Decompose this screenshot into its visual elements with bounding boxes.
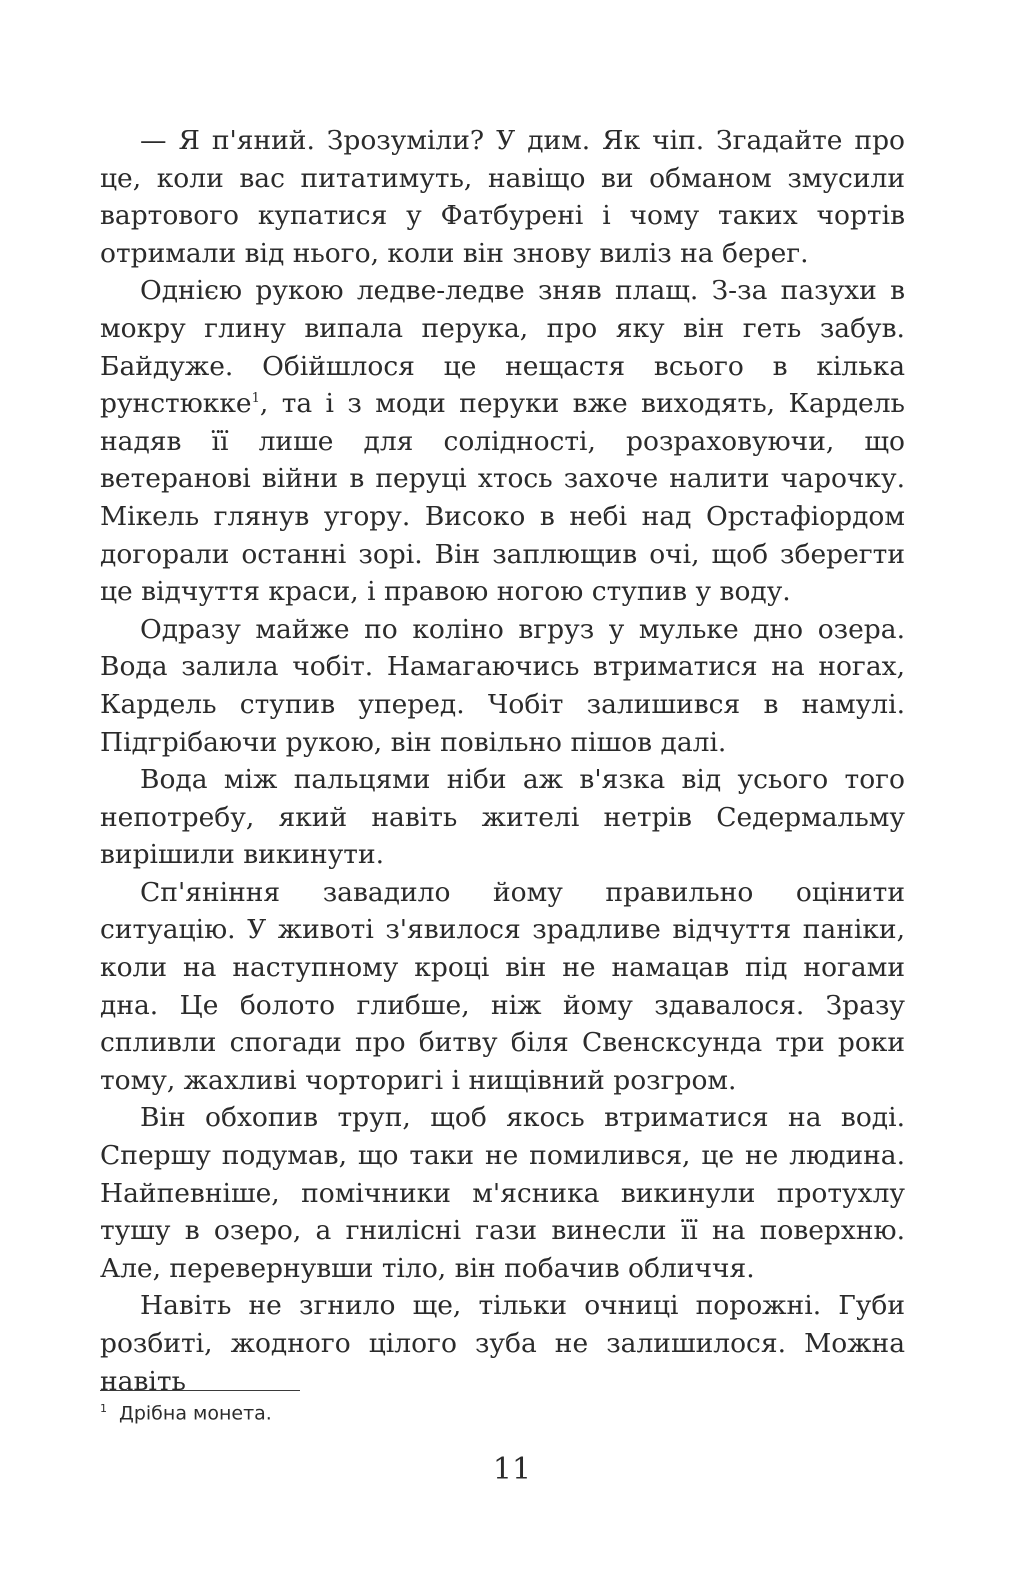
- paragraph: Навіть не згнило ще, тільки очниці порожні. Губи розбиті, жодного цілого зуба не залишилося. Можна навіть: [100, 1290, 905, 1397]
- footnote-mark: 1: [100, 1402, 107, 1415]
- footnote-reference: 1: [251, 391, 260, 407]
- paragraph: [100, 272, 905, 610]
- paragraph-text: , та і з моди перуки вже виходять, Кардель надяв її лише для солідності, розраховуючи, що ветеранові війни в перуці хтось захоче налити чарочку. Мікель глянув угору. Високо в небі над Орстафіордом догорали останні зорі. Він заплющив очі, щоб зберегти це відчуття краси, і правою ногою ступив у воду.: [100, 388, 905, 608]
- paragraph: Одразу майже по коліно вгруз у мульке дно озера. Вода залила чобіт. Намагаючись втриматися на ногах, Кардель ступив уперед. Чобіт залишився в намулі. Підгрібаючи рукою, він повільно пішов далі.: [100, 613, 905, 758]
- paragraph-text: Однією рукою ледве-ледве зняв плащ. З-за пазухи в мокру глину випала перука, про яку він геть забув. Байдуже. Обійшлося це нещастя всього в кілька рунстюкке: [100, 275, 905, 420]
- paragraph: Сп'яніння завадило йому правильно оцінити ситуацію. У животі з'явилося зрадливе відчуття паніки, коли на наступному кроці він не намацав під ногами дна. Це болото глибше, ніж йому здавалося. Зразу спливли спогади про битву біля Свенсксунда три роки тому, жахливі чорторигі і нищівний розгром.: [100, 876, 905, 1096]
- footnote-text: Дрібна монета.: [119, 1402, 272, 1425]
- body-text: [100, 122, 905, 1400]
- page-number: 11: [492, 1452, 532, 1487]
- paragraph: Він обхопив труп, щоб якось втриматися на воді. Спершу подумав, що таки не помилився, це не людина. Найпевніше, помічники м'ясника викинули протухлу тушу в озеро, а гнилісні гази винесли її на поверхню. Але, перевернувши тіло, він побачив обличчя.: [100, 1102, 905, 1284]
- footnote: [100, 1402, 272, 1424]
- paragraph: — Я п'яний. Зрозуміли? У дим. Як чіп. Згадайте про це, коли вас питатимуть, навіщо ви обманом змусили вартового купатися у Фатбурені і чому таких чортів отримали від нього, коли він знову виліз на берег.: [100, 125, 905, 269]
- footnote-divider: [100, 1390, 300, 1391]
- paragraph: Вода між пальцями ніби аж в'язка від усього того непотребу, який навіть жителі нетрів Седермальму вирішили викинути.: [100, 764, 905, 871]
